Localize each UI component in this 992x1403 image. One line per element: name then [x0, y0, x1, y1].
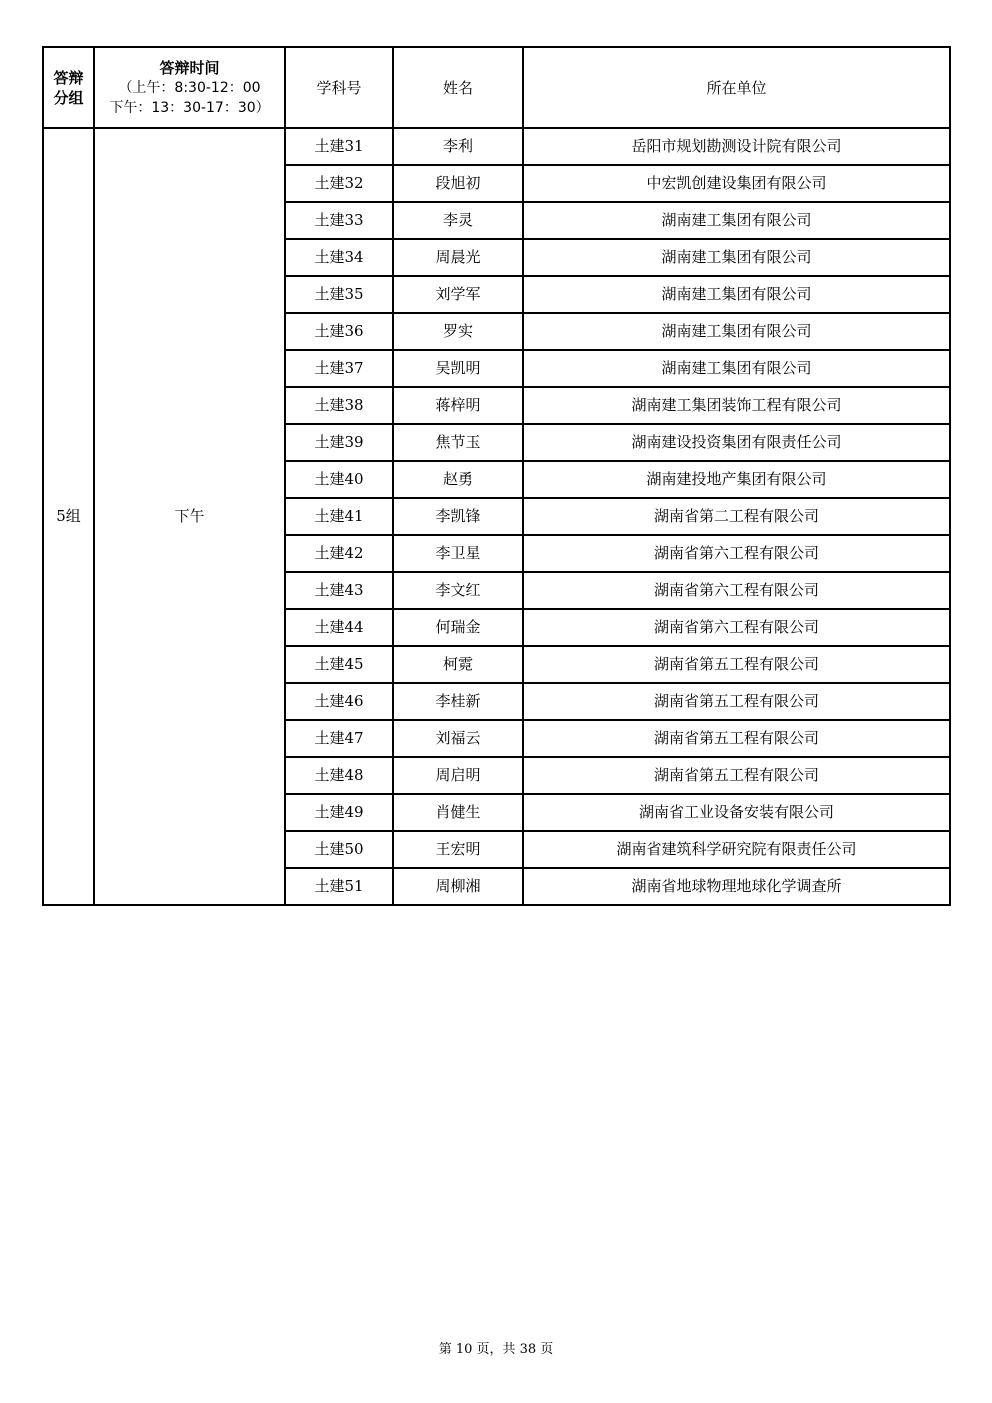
subject-cell: 土建49: [285, 794, 393, 831]
unit-cell: 湖南建工集团有限公司: [523, 276, 950, 313]
name-cell: 何瑞金: [393, 609, 523, 646]
subject-cell: 土建31: [285, 128, 393, 165]
header-subject: 学科号: [285, 47, 393, 128]
unit-cell: 湖南省第二工程有限公司: [523, 498, 950, 535]
group-cell: 5组: [43, 128, 94, 905]
unit-cell: 湖南省第六工程有限公司: [523, 572, 950, 609]
page-footer: 第 10 页，共 38 页: [438, 1342, 554, 1357]
unit-cell: 湖南建工集团有限公司: [523, 239, 950, 276]
table-row: [43, 128, 950, 165]
subject-cell: 土建38: [285, 387, 393, 424]
name-cell: 周启明: [393, 757, 523, 794]
unit-cell: 湖南省第五工程有限公司: [523, 683, 950, 720]
subject-cell: 土建51: [285, 868, 393, 905]
name-cell: 李文红: [393, 572, 523, 609]
name-cell: 李卫星: [393, 535, 523, 572]
subject-cell: 土建33: [285, 202, 393, 239]
unit-cell: 湖南省第六工程有限公司: [523, 535, 950, 572]
header-time-afternoon: 下午：13：30-17：30）: [109, 99, 270, 116]
header-time-title: 答辩时间: [159, 58, 220, 77]
unit-cell: 湖南建工集团装饰工程有限公司: [523, 387, 950, 424]
header-group-label: 答辩分组: [53, 68, 84, 107]
name-cell: 赵勇: [393, 461, 523, 498]
subject-cell: 土建41: [285, 498, 393, 535]
name-cell: 李利: [393, 128, 523, 165]
subject-cell: 土建48: [285, 757, 393, 794]
unit-cell: 湖南省第六工程有限公司: [523, 609, 950, 646]
unit-cell: 湖南建设投资集团有限责任公司: [523, 424, 950, 461]
unit-cell: 湖南省建筑科学研究院有限责任公司: [523, 831, 950, 868]
defense-schedule-table: [42, 46, 951, 906]
unit-cell: 湖南建工集团有限公司: [523, 202, 950, 239]
subject-cell: 土建44: [285, 609, 393, 646]
unit-cell: 湖南省第五工程有限公司: [523, 720, 950, 757]
subject-cell: 土建47: [285, 720, 393, 757]
name-cell: 周晨光: [393, 239, 523, 276]
subject-cell: 土建36: [285, 313, 393, 350]
subject-cell: 土建35: [285, 276, 393, 313]
unit-cell: 中宏凯创建设集团有限公司: [523, 165, 950, 202]
subject-cell: 土建39: [285, 424, 393, 461]
table-body: [43, 128, 950, 905]
subject-cell: 土建43: [285, 572, 393, 609]
name-cell: 李灵: [393, 202, 523, 239]
name-cell: 段旭初: [393, 165, 523, 202]
unit-cell: 湖南省地球物理地球化学调查所: [523, 868, 950, 905]
header-group: [43, 47, 94, 128]
table-header-row: [43, 47, 950, 128]
name-cell: 王宏明: [393, 831, 523, 868]
subject-cell: 土建40: [285, 461, 393, 498]
subject-cell: 土建50: [285, 831, 393, 868]
unit-cell: 湖南建投地产集团有限公司: [523, 461, 950, 498]
subject-cell: 土建45: [285, 646, 393, 683]
subject-cell: 土建37: [285, 350, 393, 387]
name-cell: 柯霓: [393, 646, 523, 683]
unit-cell: 湖南省第五工程有限公司: [523, 757, 950, 794]
subject-cell: 土建46: [285, 683, 393, 720]
header-time: [94, 47, 285, 128]
subject-cell: 土建32: [285, 165, 393, 202]
name-cell: 刘福云: [393, 720, 523, 757]
subject-cell: 土建34: [285, 239, 393, 276]
header-time-morning: （上午：8:30-12：00: [118, 79, 261, 96]
name-cell: 肖健生: [393, 794, 523, 831]
name-cell: 周柳湘: [393, 868, 523, 905]
unit-cell: 湖南建工集团有限公司: [523, 350, 950, 387]
subject-cell: 土建42: [285, 535, 393, 572]
name-cell: 焦节玉: [393, 424, 523, 461]
unit-cell: 湖南省工业设备安装有限公司: [523, 794, 950, 831]
unit-cell: 岳阳市规划勘测设计院有限公司: [523, 128, 950, 165]
unit-cell: 湖南建工集团有限公司: [523, 313, 950, 350]
header-unit: 所在单位: [523, 47, 950, 128]
name-cell: 吴凯明: [393, 350, 523, 387]
unit-cell: 湖南省第五工程有限公司: [523, 646, 950, 683]
name-cell: 李桂新: [393, 683, 523, 720]
header-name: 姓名: [393, 47, 523, 128]
name-cell: 蒋梓明: [393, 387, 523, 424]
period-cell: 下午: [94, 128, 285, 905]
name-cell: 刘学军: [393, 276, 523, 313]
name-cell: 李凯锋: [393, 498, 523, 535]
name-cell: 罗实: [393, 313, 523, 350]
